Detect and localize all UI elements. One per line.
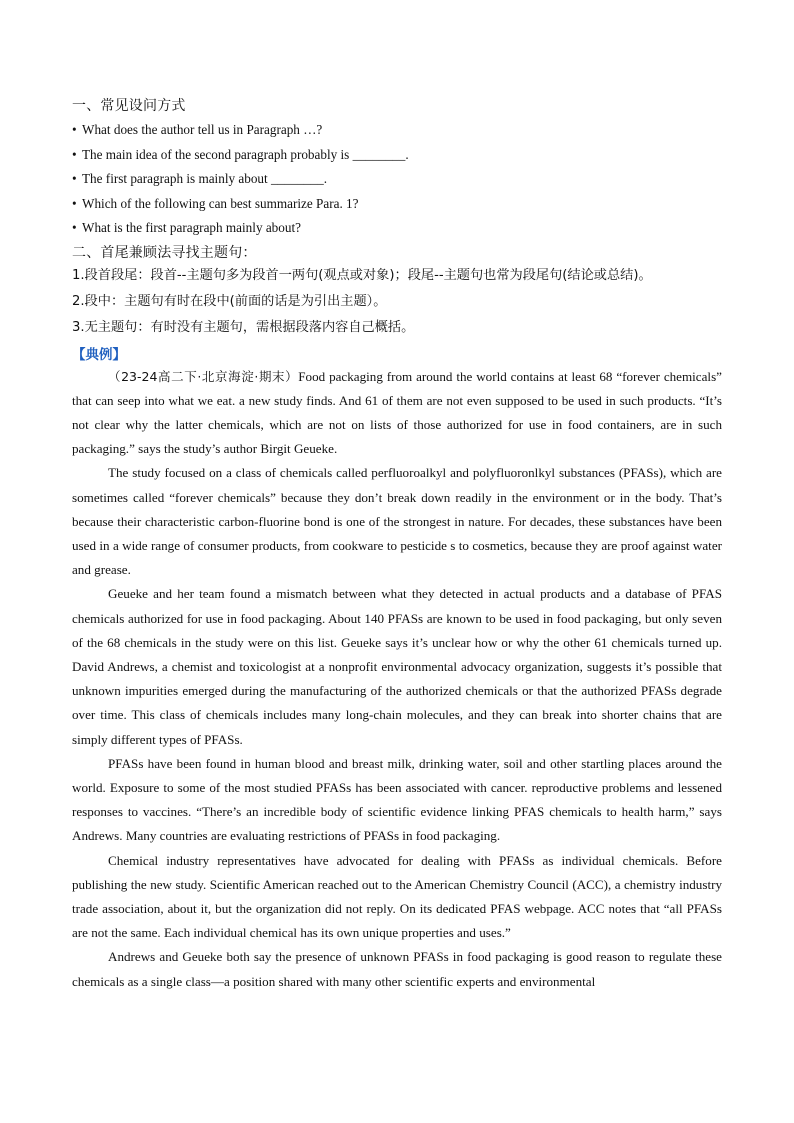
rule-item: 1.段首段尾：段首--主题句多为段首一两句(观点或对象)；段尾--主题句也常为段尾句(结论或总结)。 [72, 267, 652, 283]
example-passage [72, 365, 722, 994]
passage-source: （23-24高二下·北京海淀·期末） [108, 368, 299, 384]
list-item [72, 192, 722, 217]
passage-paragraph: The study focused on a class of chemicals called perfluoroalkyl and polyfluoronlkyl substances (PFASs), which are sometimes called “forever chemicals” because they don’t break down readily in the environment or in the body. That’s because their characteristic carbon-fluorine bond is one of the strongest in nature. For decades, these substances have been used in a wide range of consumer products, from cookware to pesticide s to cosmetics, because they are proof against water and grease. [72, 465, 722, 578]
passage-paragraph: Geueke and her team found a mismatch between what they detected in actual products and a database of PFAS chemicals authorized for use in food packaging. About 140 PFASs are known to be used in food packaging, but only seven of the 68 chemicals in the study were on this list. Geueke says it’s unclear how or why the other 61 chemicals turned up. David Andrews, a chemist and toxicologist at a nonprofit environmental advocacy organization, suggests it’s possible that unknown impurities emerged during the manufacturing of the authorized chemicals or that the authorized PFASs degrade over time. This class of chemicals includes many long-chain molecules, and they can break into shorter chains that are simply different types of PFASs. [72, 586, 722, 747]
question-text: What does the author tell us in Paragraph …? [82, 122, 323, 137]
bullet-icon: • [72, 146, 77, 162]
list-item [72, 216, 722, 241]
passage-paragraph: Andrews and Geueke both say the presence of unknown PFASs in food packaging is good reason to regulate these chemicals as a single class—a position shared with many other scientific experts and environmental [72, 949, 722, 989]
question-text: What is the first paragraph mainly about? [82, 220, 301, 235]
rule-item: 3.无主题句：有时没有主题句，需根据段落内容自己概括。 [72, 319, 415, 335]
bullet-icon: • [72, 220, 77, 235]
passage-paragraph-text: Food packaging from around the world contains at least 68 “forever chemicals” that can seep into what we eat. a new study finds. And 61 of them are not even supposed to be used in such products. “It’s not clear why the latter chemicals, which are not on lists of those authorized for use in food containers, are in such packaging.” says the study’s author Birgit Geueke. [72, 368, 722, 457]
example-tag: 【典例】 [72, 346, 126, 363]
rule-item: 2.段中：主题句有时在段中(前面的话是为引出主题）。 [72, 293, 387, 309]
list-item [72, 143, 722, 168]
question-text: Which of the following can best summarize Para. 1? [82, 195, 359, 211]
bullet-icon: • [72, 195, 77, 211]
passage-paragraph [72, 365, 722, 462]
question-text: The main idea of the second paragraph probably is ________. [82, 146, 409, 162]
list-item [72, 118, 722, 143]
list-item [72, 167, 722, 192]
section-heading-topic-sentence: 二、首尾兼顾法寻找主题句： [72, 244, 257, 261]
question-text: The first paragraph is mainly about ________. [82, 171, 328, 186]
rule-list [72, 263, 722, 341]
section-heading-question-types: 一、常见设问方式 [72, 98, 186, 114]
document-page [72, 96, 722, 994]
question-list [72, 118, 722, 241]
bullet-icon: • [72, 171, 77, 186]
bullet-icon: • [72, 122, 77, 137]
passage-paragraph: PFASs have been found in human blood and breast milk, drinking water, soil and other startling places around the world. Exposure to some of the most studied PFASs has been associated with cancer. reproductive problems and lessened responses to vaccines. “There’s an incredible body of scientific evidence linking PFAS chemicals to health harm,” says Andrews. Many countries are evaluating restrictions of PFASs in food packaging. [72, 755, 722, 844]
passage-paragraph: Chemical industry representatives have advocated for dealing with PFASs as individual chemicals. Before publishing the new study. Scientific American reached out to the American Chemistry Council (ACC), a chemistry industry trade association, about it, but the organization did not reply. On its dedicated PFAS webpage. ACC notes that “all PFASs are not the same. Each individual chemical has its own unique properties and uses.” [72, 852, 722, 941]
